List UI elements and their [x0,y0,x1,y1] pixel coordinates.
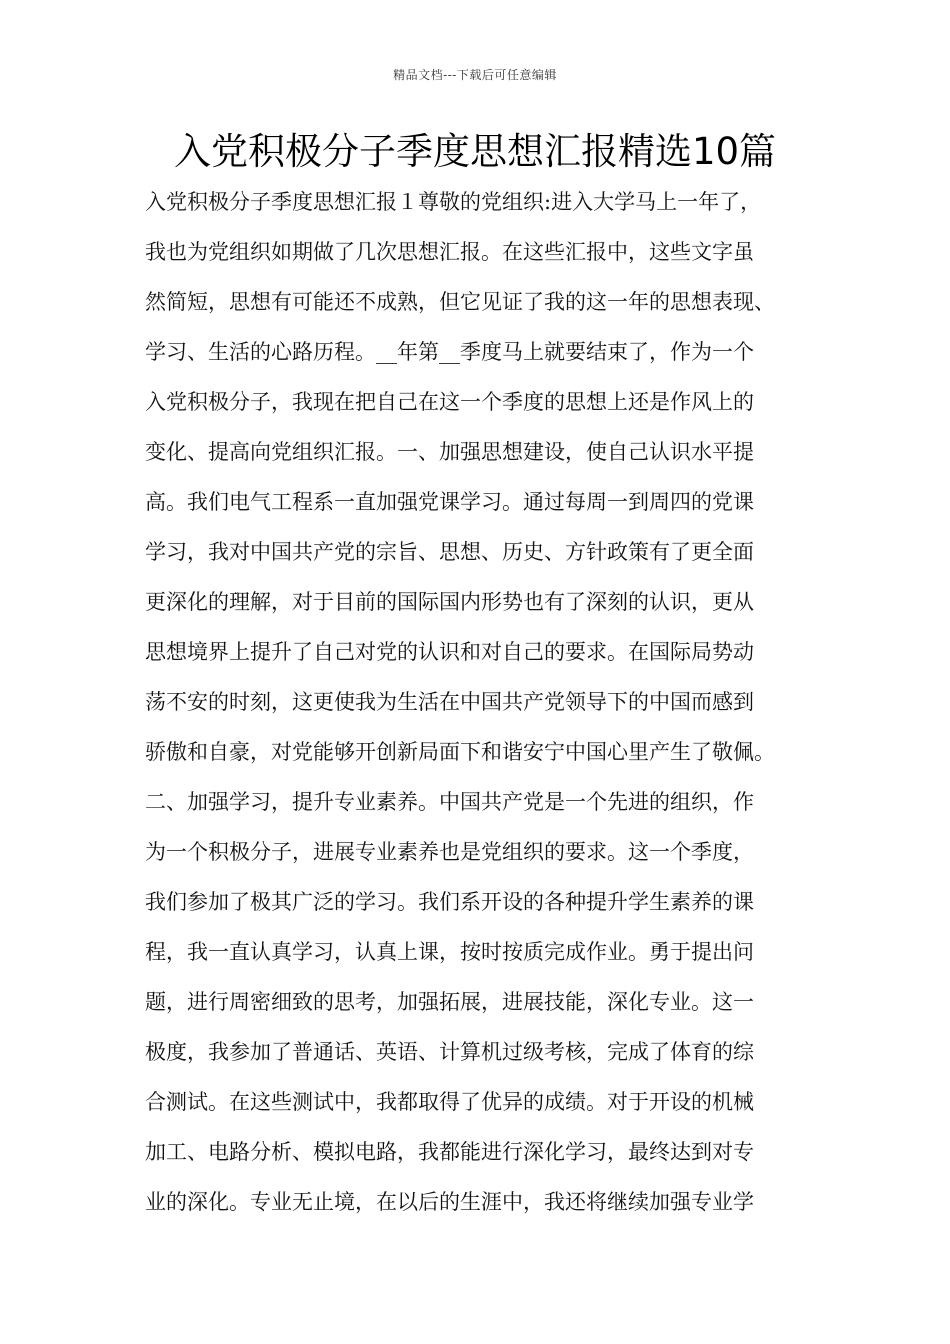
body-line: 高。我们电气工程系一直加强党课学习。通过每周一到周四的党课 [145,490,754,514]
body-line: 骄傲和自豪，对党能够开创新局面下和谐安宁中国心里产生了敬佩。 [145,740,775,764]
body-line: 我们参加了极其广泛的学习。我们系开设的各种提升学生素养的课 [145,890,754,914]
body-line: 思想境界上提升了自己对党的认识和对自己的要求。在国际局势动 [145,640,754,664]
body-line: 变化、提高向党组织汇报。一、加强思想建设，使自己认识水平提 [145,440,754,464]
body-line: 学习、生活的心路历程。__年第__季度马上就要结束了，作为一个 [145,340,754,364]
body-line: 学习，我对中国共产党的宗旨、思想、历史、方针政策有了更全面 [145,540,754,564]
page-header: 精品文档---下载后可任意编辑 [393,68,557,82]
body-line: 我也为党组织如期做了几次思想汇报。在这些汇报中，这些文字虽 [145,240,754,264]
body-line: 二、加强学习，提升专业素养。中国共产党是一个先进的组织，作 [145,790,754,814]
body-line: 然简短，思想有可能还不成熟，但它见证了我的这一年的思想表现、 [145,290,775,314]
body-line: 加工、电路分析、模拟电路，我都能进行深化学习，最终达到对专 [145,1140,754,1164]
document-body [145,180,845,1230]
body-line: 更深化的理解，对于目前的国际国内形势也有了深刻的认识，更从 [145,590,754,614]
body-line: 为一个积极分子，进展专业素养也是党组织的要求。这一个季度， [145,840,754,864]
body-line: 极度，我参加了普通话、英语、计算机过级考核，完成了体育的综 [145,1040,754,1064]
body-line: 程，我一直认真学习，认真上课，按时按质完成作业。勇于提出问 [145,940,754,964]
body-line: 业的深化。专业无止境，在以后的生涯中，我还将继续加强专业学 [145,1190,754,1214]
body-line: 题，进行周密细致的思考，加强拓展，进展技能，深化专业。这一 [145,990,754,1014]
body-line: 荡不安的时刻，这更使我为生活在中国共产党领导下的中国而感到 [145,690,754,714]
body-line: 入党积极分子季度思想汇报１尊敬的党组织:进入大学马上一年了， [145,190,762,214]
body-line: 合测试。在这些测试中，我都取得了优异的成绩。对于开设的机械 [145,1090,754,1114]
document-title: 入党积极分子季度思想汇报精选10篇 [173,130,777,173]
body-line: 入党积极分子，我现在把自己在这一个季度的思想上还是作风上的 [145,390,754,414]
